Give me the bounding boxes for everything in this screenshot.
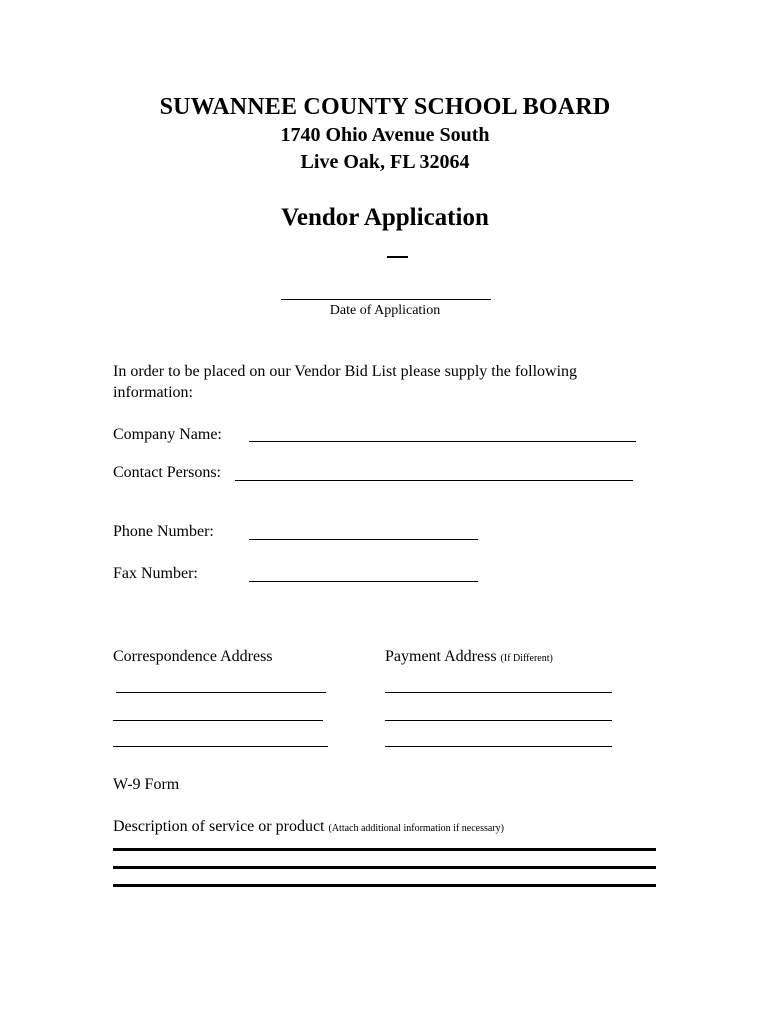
organization-title: SUWANNEE COUNTY SCHOOL BOARD xyxy=(159,94,611,120)
date-of-application-field[interactable] xyxy=(281,299,491,300)
phone-number-label: Phone Number: xyxy=(113,523,214,540)
description-label: Description of service or product xyxy=(113,818,325,835)
payment-address-line-3[interactable] xyxy=(385,746,612,747)
description-line-2[interactable] xyxy=(113,866,656,869)
payment-address-label: Payment Address xyxy=(385,648,497,665)
fax-number-label: Fax Number: xyxy=(113,565,198,582)
intro-text-line-2: information: xyxy=(113,384,193,401)
description-line-3[interactable] xyxy=(113,884,656,887)
w9-form-label: W-9 Form xyxy=(113,776,180,793)
description-note: (Attach additional information if necessary) xyxy=(328,823,504,834)
contact-persons-field[interactable] xyxy=(235,480,633,481)
fax-number-field[interactable] xyxy=(249,581,478,582)
title-dash xyxy=(387,256,408,258)
payment-address-heading xyxy=(385,647,553,669)
address-line-1: 1740 Ohio Avenue South xyxy=(280,124,490,146)
correspondence-address-label: Correspondence Address xyxy=(113,648,273,665)
intro-text-line-1: In order to be placed on our Vendor Bid List please supply the following xyxy=(113,363,578,380)
form-title: Vendor Application xyxy=(281,204,489,231)
description-heading xyxy=(113,817,504,839)
correspondence-address-line-2[interactable] xyxy=(113,720,323,721)
company-name-field[interactable] xyxy=(249,441,636,442)
description-line-1[interactable] xyxy=(113,848,656,851)
payment-address-line-2[interactable] xyxy=(385,720,612,721)
correspondence-address-line-1[interactable] xyxy=(116,692,326,693)
contact-persons-label: Contact Persons: xyxy=(113,464,221,481)
phone-number-field[interactable] xyxy=(249,539,478,540)
payment-address-line-1[interactable] xyxy=(385,692,612,693)
correspondence-address-line-3[interactable] xyxy=(113,746,328,747)
company-name-label: Company Name: xyxy=(113,426,222,443)
address-line-2: Live Oak, FL 32064 xyxy=(300,151,470,173)
date-of-application-label: Date of Application xyxy=(329,303,441,318)
payment-address-note: (If Different) xyxy=(500,653,553,664)
